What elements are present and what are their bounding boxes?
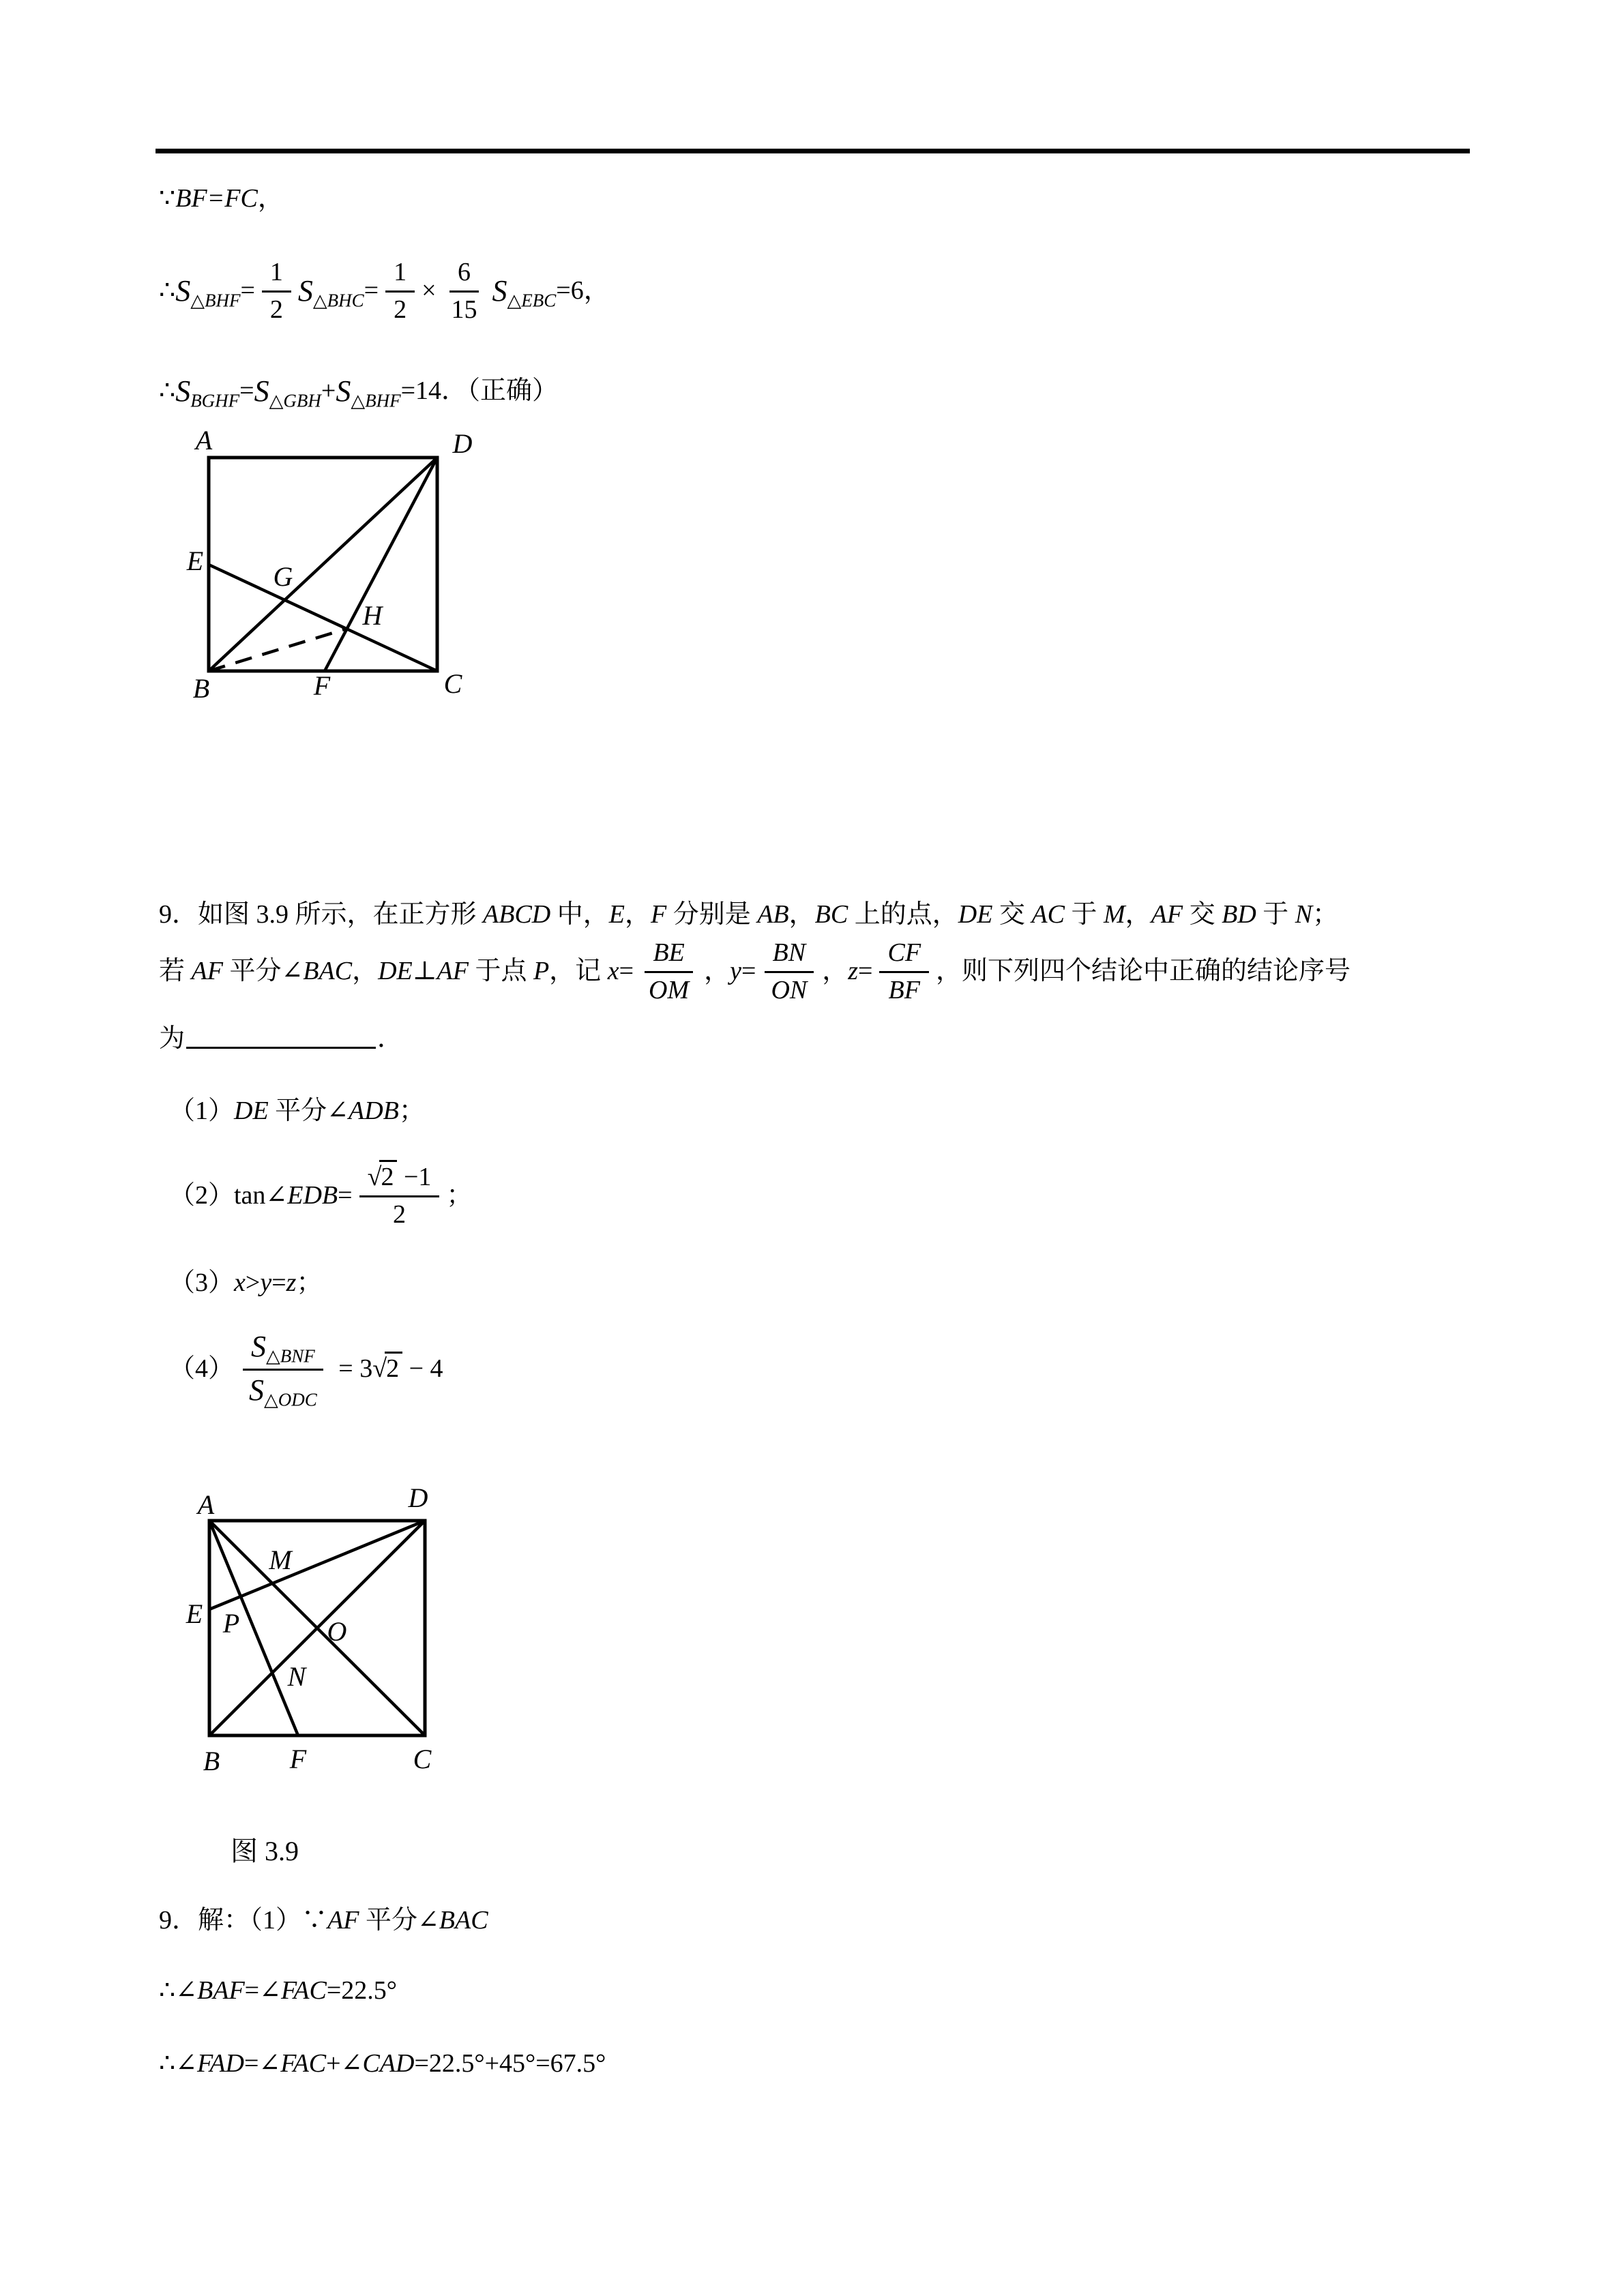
- math-text-segment: （4）: [169, 1354, 235, 1384]
- vertex-label-c: C: [413, 1744, 432, 1774]
- solution-line-2: [159, 1975, 397, 2008]
- vertex-label-e: E: [186, 546, 204, 576]
- vertex-label-b: B: [192, 673, 210, 704]
- problem-line-3: [159, 1023, 403, 1056]
- math-text-segment: BD: [1222, 900, 1256, 929]
- math-text-segment: 为: [159, 1024, 186, 1053]
- conclusion-1: [169, 1095, 425, 1128]
- math-text-segment: F: [650, 900, 667, 929]
- symbol-subscript: △BHF: [190, 290, 241, 311]
- math-text-segment: 平分∠: [222, 957, 304, 986]
- symbol-base: S: [492, 274, 507, 308]
- subscripted-symbol: [175, 272, 240, 310]
- math-text-segment: y: [260, 1268, 272, 1297]
- math-text-segment: +: [321, 376, 336, 406]
- vertex-label-g: G: [273, 561, 293, 592]
- line-df: [325, 458, 437, 671]
- subscripted-symbol: [249, 1373, 317, 1410]
- math-text-segment: =∠: [244, 2049, 281, 2078]
- radicand: 2: [379, 1160, 397, 1191]
- math-text-segment: 2: [394, 295, 407, 324]
- subscripted-symbol: [254, 372, 321, 411]
- conclusion-3: [169, 1267, 322, 1300]
- subscripted-symbol: [336, 372, 400, 411]
- line-ec: [209, 565, 437, 671]
- math-text-segment: =: [858, 957, 873, 986]
- symbol-base: S: [175, 374, 191, 408]
- radical-sign: √: [367, 1163, 382, 1191]
- math-text-segment: FAD: [197, 2049, 244, 2078]
- math-text-segment: ；: [446, 1181, 473, 1210]
- math-text-segment: BF=FC: [175, 184, 258, 213]
- math-text-segment: 平分∠: [268, 1097, 349, 1125]
- math-text-segment: ，记: [549, 957, 608, 986]
- vertex-label-d: D: [452, 428, 473, 459]
- math-text-segment: ADB: [349, 1097, 399, 1125]
- vertex-label-m: M: [269, 1545, 292, 1575]
- math-text-segment: 平分∠: [359, 1906, 439, 1935]
- math-text-segment: CF: [887, 938, 921, 967]
- subscripted-symbol: [492, 272, 557, 310]
- vertex-label-n: N: [287, 1661, 306, 1692]
- symbol-base: S: [336, 374, 351, 408]
- symbol-subscript: △BHC: [312, 290, 364, 311]
- math-text-segment: ；: [296, 1268, 323, 1297]
- math-text-segment: =∠: [244, 1976, 281, 2005]
- math-text-segment: 中，: [550, 900, 609, 929]
- radical-sign: √: [372, 1354, 387, 1384]
- math-text-segment: 9．解：（1）∵: [159, 1906, 328, 1935]
- math-text-segment: =22.5°+45°=67.5°: [414, 2049, 606, 2078]
- fraction: [640, 937, 697, 1007]
- symbol-base: S: [249, 1373, 265, 1407]
- math-text-segment: OM: [649, 975, 690, 1004]
- math-text-segment: =: [364, 276, 379, 305]
- math-text-segment: >: [245, 1268, 261, 1297]
- math-text-segment: BF: [888, 975, 920, 1004]
- math-text-segment: ∴: [159, 276, 176, 305]
- symbol-subscript: △ODC: [264, 1389, 317, 1410]
- symbol-base: S: [297, 274, 313, 308]
- conclusion-2: [169, 1161, 472, 1231]
- math-text-segment: 1: [394, 258, 407, 286]
- math-text-segment: 1: [269, 258, 283, 286]
- math-text-segment: BC: [814, 900, 848, 929]
- math-text-segment: y: [730, 957, 741, 986]
- math-text-segment: = 3: [331, 1354, 373, 1384]
- vertex-label-o: O: [327, 1616, 347, 1647]
- symbol-subscript: △EBC: [507, 290, 557, 311]
- math-text-segment: 分别是: [666, 900, 758, 929]
- header-rule: [156, 149, 1470, 153]
- vertex-label-f: F: [289, 1744, 307, 1774]
- math-text-segment: =: [271, 1268, 286, 1297]
- proof-line-1: [159, 183, 284, 215]
- math-text-segment: FAC: [280, 1976, 327, 2005]
- math-text-segment: x: [607, 957, 619, 986]
- vertex-label-p: P: [222, 1608, 240, 1639]
- problem-line-2: [159, 937, 1350, 1007]
- math-text-segment: CAD: [362, 2049, 415, 2078]
- math-text-segment: =: [240, 276, 255, 305]
- math-text-segment: =22.5°: [326, 1976, 397, 2005]
- math-text-segment: ⊥: [412, 957, 437, 986]
- math-text-segment: BAC: [439, 1906, 488, 1935]
- math-text-segment: z: [848, 957, 859, 986]
- fraction: [359, 1161, 440, 1231]
- math-text-segment: ∵: [159, 184, 176, 213]
- math-text-segment: −1: [397, 1163, 432, 1191]
- math-text-segment: AF: [437, 957, 469, 986]
- radicand: 2: [385, 1352, 402, 1383]
- vertex-label-e: E: [186, 1598, 203, 1629]
- math-text-segment: 若: [159, 957, 192, 986]
- math-text-segment: =14．（正确）: [400, 376, 558, 406]
- math-text-segment: DE: [958, 900, 993, 929]
- math-text-segment: 15: [451, 295, 477, 324]
- symbol-subscript: BGHF: [190, 390, 240, 411]
- math-text-segment: ；: [398, 1097, 425, 1125]
- vertex-label-b: B: [203, 1746, 220, 1776]
- vertex-label-a: A: [197, 1489, 215, 1520]
- math-text-segment: 于点: [468, 957, 533, 986]
- figure-2: [157, 1466, 498, 1787]
- math-text-segment: ；: [1312, 900, 1339, 929]
- subscripted-symbol: [298, 272, 364, 310]
- proof-line-3: [159, 372, 558, 411]
- math-text-segment: ，: [1125, 900, 1151, 929]
- math-text-segment: BE: [653, 938, 685, 967]
- math-text-segment: EDB: [287, 1181, 338, 1210]
- math-text-segment: BAC: [303, 957, 353, 986]
- math-text-segment: =: [338, 1181, 353, 1210]
- math-text-segment: x: [234, 1268, 246, 1297]
- math-text-segment: =: [239, 376, 254, 406]
- symbol-base: S: [251, 1330, 267, 1363]
- square-root: [368, 1163, 398, 1191]
- conclusion-4: [169, 1328, 443, 1410]
- math-text-segment: ABCD: [483, 900, 551, 929]
- math-text-segment: DE: [234, 1097, 269, 1125]
- fraction: [763, 937, 815, 1007]
- math-text-segment: ，: [822, 957, 848, 986]
- symbol-base: S: [254, 374, 269, 408]
- subscripted-symbol: [175, 372, 239, 411]
- fraction: [385, 256, 415, 326]
- math-text-segment: z: [286, 1268, 297, 1297]
- math-text-segment: ，则下列四个结论中正确的结论序号: [936, 957, 1351, 986]
- answer-blank: [186, 1045, 376, 1049]
- math-text-segment: 6: [458, 258, 471, 286]
- math-text-segment: 交: [992, 900, 1032, 929]
- math-text-segment: AF: [327, 1906, 359, 1935]
- math-text-segment: AF: [1151, 900, 1183, 929]
- math-text-segment: =: [741, 957, 756, 986]
- math-text-segment: AB: [757, 900, 789, 929]
- figure-1: [157, 409, 498, 709]
- fraction: [879, 937, 929, 1007]
- fraction: [262, 256, 291, 326]
- figure-caption: 图 3.9: [231, 1836, 299, 1866]
- square-root: [372, 1353, 402, 1386]
- math-text-segment: 2: [392, 1199, 406, 1229]
- math-text-segment: 于: [1256, 900, 1295, 929]
- symbol-base: S: [175, 274, 191, 308]
- math-text-segment: =6，: [556, 276, 610, 305]
- subscripted-symbol: [251, 1330, 315, 1367]
- solution-line-3: [159, 2048, 606, 2081]
- fraction: [241, 1328, 325, 1410]
- symbol-subscript: △BNF: [266, 1345, 315, 1367]
- math-text-segment: DE: [378, 957, 413, 986]
- math-text-segment: （3）: [169, 1268, 235, 1297]
- vertex-label-f: F: [313, 670, 331, 701]
- math-text-segment: （2）tan∠: [169, 1181, 288, 1210]
- math-text-segment: ∴∠: [159, 2049, 198, 2078]
- math-text-segment: N: [1295, 900, 1313, 929]
- vertex-label-c: C: [443, 668, 462, 699]
- math-text-segment: ，: [624, 900, 651, 929]
- math-text-segment: ．: [377, 1024, 404, 1053]
- math-text-segment: FAC: [280, 2049, 327, 2078]
- math-text-segment: 于: [1064, 900, 1104, 929]
- math-text-segment: P: [533, 957, 550, 986]
- math-text-segment: AC: [1031, 900, 1065, 929]
- math-text-segment: ，: [352, 957, 379, 986]
- math-text-segment: +∠: [326, 2049, 363, 2078]
- vertex-label-a: A: [195, 425, 213, 456]
- proof-line-2: [159, 256, 610, 326]
- vertex-label-d: D: [408, 1482, 428, 1513]
- math-text-segment: 2: [269, 295, 283, 324]
- math-text-segment: 交: [1183, 900, 1222, 929]
- math-text-segment: =: [619, 957, 634, 986]
- solution-line-1: [159, 1905, 488, 1937]
- math-text-segment: ×: [422, 276, 437, 305]
- math-text-segment: 上的点，: [848, 900, 958, 929]
- math-text-segment: ，: [704, 957, 730, 986]
- symbol-subscript: △GBH: [269, 390, 321, 411]
- math-text-segment: AF: [191, 957, 223, 986]
- math-text-segment: BN: [772, 938, 806, 967]
- math-text-segment: 9．如图 3.9 所示，在正方形: [159, 900, 484, 929]
- math-text-segment: ∴: [159, 376, 176, 406]
- math-text-segment: M: [1104, 900, 1125, 929]
- math-text-segment: − 4: [402, 1354, 443, 1384]
- line-bd: [209, 458, 437, 671]
- math-text-segment: （1）: [169, 1097, 235, 1125]
- math-text-segment: BAF: [197, 1976, 245, 2005]
- problem-line-1: [159, 899, 1338, 931]
- math-text-segment: ，: [788, 900, 815, 929]
- math-text-segment: ∴∠: [159, 1976, 198, 2005]
- symbol-subscript: △BHF: [351, 390, 401, 411]
- math-text-segment: ON: [771, 975, 808, 1004]
- fraction: [443, 256, 486, 326]
- math-text-segment: E: [608, 900, 625, 929]
- vertex-label-h: H: [362, 600, 383, 631]
- math-text-segment: ，: [257, 184, 284, 213]
